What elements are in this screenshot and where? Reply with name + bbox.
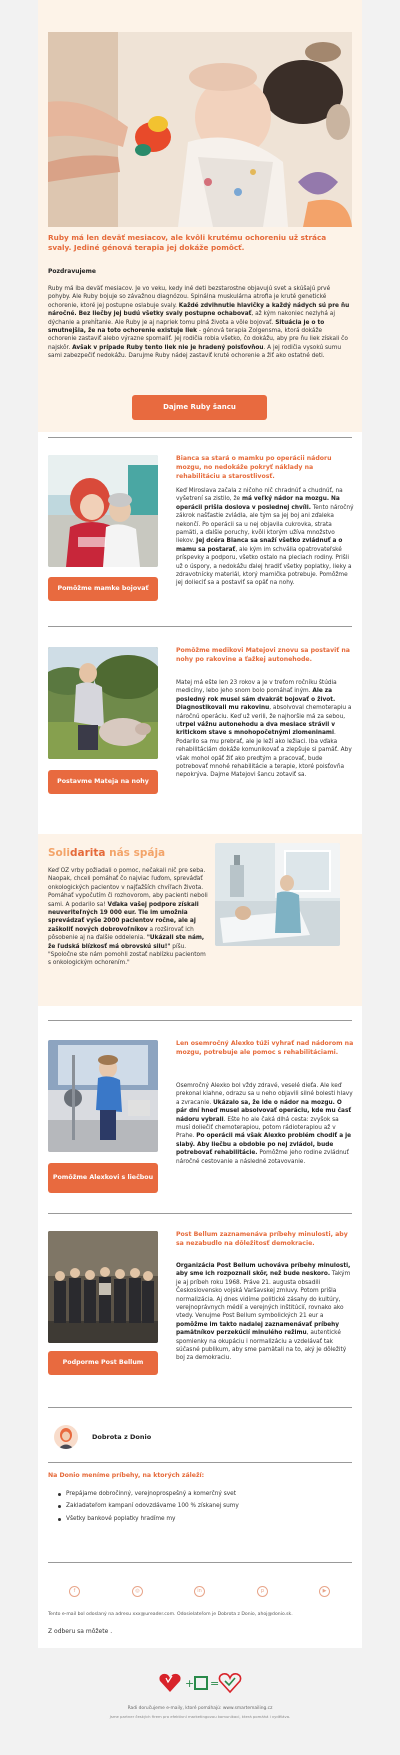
smartemailing-logo: [158, 1672, 242, 1694]
list-item: Všetky bankové poplatky hradíme my: [56, 1515, 346, 1523]
story-3-body: Osemročný Alexko bol vždy zdravé, veselé dieťa. Ale keď prekonal kiahne, odrazu sa u neho objavili silné bolesti hlavy a zvracanie. Ukázalo sa, že ide o nádor na mozgu. O pár dní hneď musel absolvovať operáciu, kde mu časť nádoru vybrali. Ešte ho ale čaká dlhá cesta: zvyšok sa musí doliečiť chemoterapiou, potom rádioterapiou až v Prahe. Po operácii má však Alexko problém chodiť a je slabý. Aby liečbu a obdobie po nej zvládol, bude potrebovať rehabilitácie. Pomôžme jeho rodine zvládnuť náročné cestovanie a následné zotavovanie.: [176, 1083, 353, 1165]
divider: [48, 1020, 352, 1021]
hero-headline: Ruby má len deväť mesiacov, ale kvôli krutému ochoreniu už stráca svaly. Jediné génová terapia jej dokáže pomôcť.: [48, 233, 327, 253]
help-alexko-button[interactable]: Pomôžme Alexkovi s liečbou: [48, 1163, 158, 1193]
divider: [48, 626, 352, 627]
values-list: [56, 1490, 346, 1527]
facebook-icon[interactable]: f: [69, 1586, 80, 1597]
signature-name: Dobrota z Donio: [92, 1433, 152, 1441]
divider: [48, 1562, 352, 1563]
linkedin-icon[interactable]: in: [194, 1586, 205, 1597]
divider: [48, 1213, 352, 1214]
story-2-body: Matej má ešte len 23 rokov a je v treťom ročníku štúdia medicíny, lebo jeho snom bolo pomáhať iným. Ale za posledný rok musel sám dvakrát bojovať o život. Diagnostikovali mu rakovinu, absolvoval chemoterapiu a náročnú operáciu. Keď už verili, že najhoršie má za sebou, utrpel vážnu autonehodu a dva mesiace strávil v kritickom stave s mnohopočetnými zlomeninami. Podarilo sa mu prebrať, ale je leží ako ležiaci. Iba vďaka rehabilitáciám dokáže komunikovať a zlepšuje si pamäť. Aby však mohol opäť žiť ako predtým a pracovať, bude potrebovať mnohé rehabilitácie a terapie, ktoré poisťovňa nepokrýva. Dajme Matejovi šancu zotaviť sa.: [176, 680, 352, 779]
instagram-icon[interactable]: ◎: [132, 1586, 143, 1597]
hero-paragraph: Ruby má iba deväť mesiacov. Je vo veku, kedy iné deti bezstarostne objavujú svet a skúšajú prvé pohyby. Ale Ruby bojuje so závažnou diagnózou. Spinálna muskulárna atrofia je kruté genetické ochorenie, ktoré jej postupne oslabuje svaly. Každé zdvihnutie hlavičky a každý nádych sú pre ňu náročné. Bez liečby jej budú všetky svaly postupne ochabovať, až kým nakoniec nezlyhá aj dýchanie a prehĺtanie. Ale Ruby je aj napriek tomu plná života a vôle bojovať. Situácia je o to smutnejšia, že na toto ochorenie existuje liek - génová terapia Zolgensma, ktorá dokáže ochorenie zastaviť alebo výrazne spomaliť. Jej rodičia robia všetko, čo dokážu, aby pre ňu liek získali čo najskôr. Avšak v prípade Ruby tento liek nie je hradený poisťovňou. A jej rodičia vysokú sumu sami zabezpečiť nedokážu. Darujme Ruby nádej zastaviť kruté ochorenie a žiť ako ostatné deti.: [48, 286, 350, 360]
greeting: Pozdravujeme: [48, 268, 96, 275]
divider: [48, 1407, 352, 1408]
story-3-title: Len osemročný Alexko túži vyhrať nad nádorom na mozgu, potrebuje ale pomoc s rehabilitáciami.: [176, 1040, 354, 1056]
matej-photo: [48, 647, 158, 759]
story-1-title: Bianca sa stará o mamku po operácii nádoru mozgu, no nedokáže pokryť náklady na rehabilitáciu a starostlivosť.: [176, 455, 332, 480]
story-4-title: Post Bellum zaznamenáva príbehy minulosti, aby sa nezabudlo na dôležitosť demokracie.: [176, 1231, 348, 1247]
help-mom-button[interactable]: Pomôžme mamke bojovať: [48, 577, 158, 601]
alexko-photo: [48, 1040, 158, 1152]
story-1-body: Keď Miroslava začala z ničoho nič chradnúť a chudnúť, na vyšetrení sa zistilo, že má veľký nádor na mozgu. Na operácii prišla doslova v poslednej chvíli. Tento náročný zákrok našťastie zvládla, ale tým sa jej boj ani zďaleka nekončí. Po operácii sa u nej objavila cukrovka, strata pamäti, a ďalšie poruchy, kvôli ktorým užíva množstvo liekov. Jej dcéra Bianca sa snaží všetko zvládnuť a o mamu sa postarať, ale kým im schvália opatrovateľské príspevky a podporu, všetko ostalo na pleciach rodiny. Prišli už o úspory, a nedokážu ďalej hradiť všetky poplatky, lieky a zdravotnícky materiál, ktorý mamička potrebuje. Pomôžme jej dolieciť sa a postaviť sa opäť na nohy.: [176, 488, 354, 587]
hospital-photo: [215, 843, 340, 946]
delivery-note: Radi doručujeme e-maily, ktoré pomáhajú: www.smartemailing.cz: [127, 1706, 273, 1711]
pinterest-icon[interactable]: p: [257, 1586, 268, 1597]
solidarity-title: Solidarita nás spája: [48, 847, 166, 859]
list-item: Prepájame dobročinný, verejnoprospešný a komerčný svet: [56, 1490, 346, 1498]
hero-baby-photo: [48, 32, 352, 227]
bianca-photo: [48, 455, 158, 567]
unsubscribe-link[interactable]: Z odberu sa môžete .: [48, 1628, 113, 1635]
donate-ruby-button[interactable]: Dajme Ruby šancu: [132, 395, 267, 420]
support-post-bellum-button[interactable]: Podporme Post Bellum: [48, 1351, 158, 1375]
list-item: Zakladateľom kampaní odovzdávame 100 % získanej sumy: [56, 1502, 346, 1510]
solidarity-body: Keď OZ vrby požiadali o pomoc, nečakali nič pre seba. Naopak, chceli pomáhať čo najviac ľuďom, spreváďať onkologických pacientov v najťažších chvíľach života. Pomáhať vypočutím či rozhovorom, aby pacienti neboli sami. A podarilo sa! Vďaka vašej podpore získali neuveriteľných 19 000 eur. Tie im umožnia sprevádzať vyše 2000 pacientov ročne, ale aj zaškoliť nových dobrovoľníkov a rozširovať ich pôsobenie aj na ďalšie oddelenia. "Ukázali ste nám, že ľudská blízkosť má obrovskú silu!" píšu. "Spoločne ste nám pomohli zostať nablízku pacientom s onkologickým ochorením.": [48, 868, 208, 967]
svg-text:=: =: [210, 1677, 220, 1690]
values-title: Na Donio meníme príbehy, na ktorých záleží:: [48, 1472, 205, 1479]
post-bellum-photo: [48, 1231, 158, 1343]
youtube-icon[interactable]: ▶: [319, 1586, 330, 1597]
delivery-note-2: Jsme partner českých firem pro efektivní marketingovou komunikaci, která pomáhá i vyděláva.: [109, 1714, 291, 1719]
footer-notice: Tento e-mail bol odoslaný na adresu xxx@ureader.com. Odosielateľom je Dobrota z Donio, ahoj@donio.sk.: [48, 1612, 293, 1617]
hero-section: [38, 0, 362, 432]
avatar: [54, 1425, 78, 1449]
help-matej-button[interactable]: Postavme Mateja na nohy: [48, 770, 158, 794]
svg-text:+: +: [185, 1677, 195, 1690]
divider: [48, 1462, 352, 1463]
divider: [48, 437, 352, 438]
story-2-title: Pomôžme medikovi Matejovi znovu sa postaviť na nohy po rakovine a ťažkej autonehode.: [176, 647, 350, 663]
story-4-body: Organizácia Post Bellum uchováva príbehy minulosti, aby sme ich rozpoznali skôr, než bude neskoro. Takým je aj príbeh roku 1968. Práve 21. augusta obsadili Československo vojská Varšavskej zmluvy. Potom prišla normalizácia. Aj dnes vidíme politické zásahy do kultúry, verejnoprávnych médií a verejných inštitúcií, rovnako ako vtedy. Venujme Post Bellum symbolických 21 eur a pomôžme im takto nadalej zaznamenávať príbehy pamätníkov perzekúcií minulého režimu, autentické spomienky na okupáciu i normalizáciu a vzdelávať tak súčasné publikum, aby sme pamätali na to, aký je dôležitý boj za demokraciu.: [176, 1263, 351, 1362]
